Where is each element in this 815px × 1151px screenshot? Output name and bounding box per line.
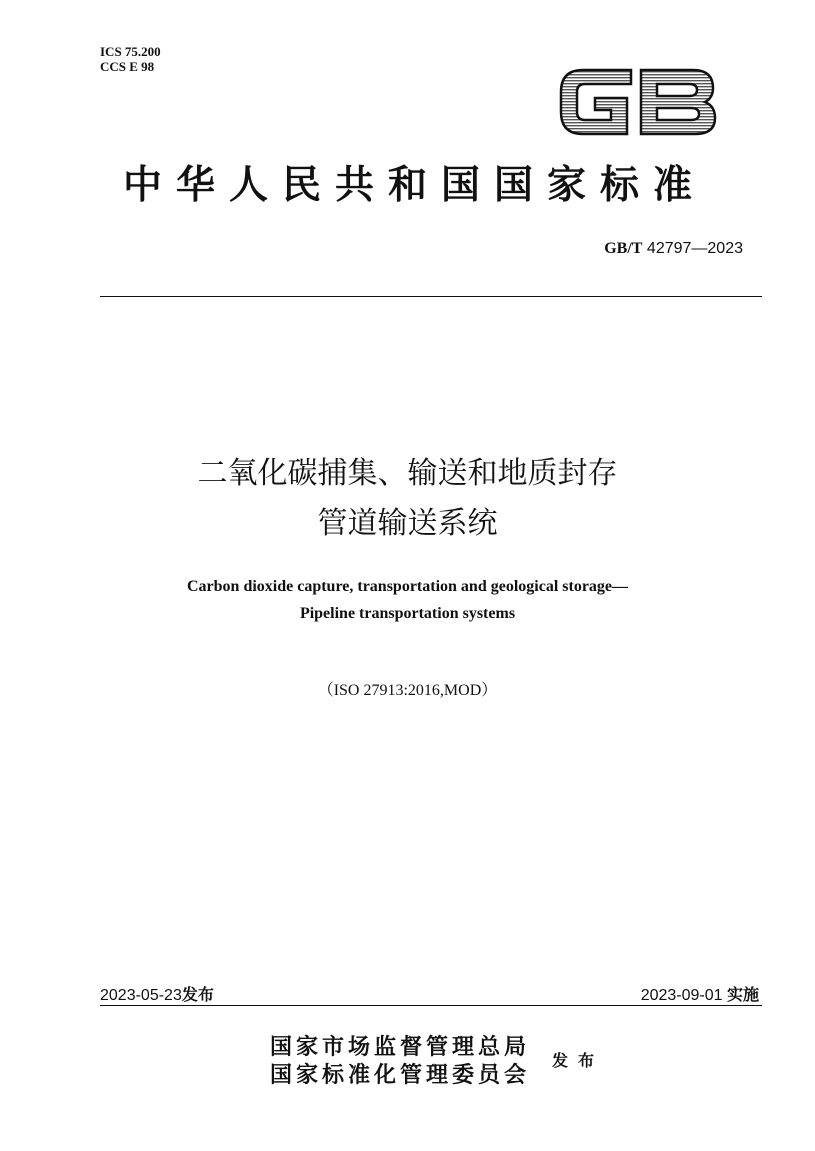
gb-logo [553,56,719,140]
classification-codes [100,44,161,74]
chinese-title-line1: 二氧化碳捕集、输送和地质封存 [197,456,618,491]
bottom-divider [100,1005,762,1006]
ccs-code: CCS E 98 [100,59,155,74]
standard-code: 42797—2023 [642,240,743,257]
national-standard-title: 中华人民共和国国家标准 [122,163,706,208]
issue-label: 发布 [552,1051,605,1070]
implement-date-value: 2023-09-01 [640,987,723,1004]
standard-number [604,240,743,258]
ics-code: ICS 75.200 [100,44,161,59]
publish-label: 发布 [181,985,214,1004]
issuer-samr: 国家市场监督管理总局 [270,1034,531,1060]
english-title-line2: Pipeline transportation systems [299,605,516,622]
standard-prefix: GB/T [604,240,643,257]
iso-reference: （ISO 27913:2016,MOD） [317,682,498,699]
issuer-sac: 国家标准化管理委员会 [270,1062,531,1088]
issuing-authorities [270,1033,530,1089]
publish-date-value: 2023-05-23 [100,987,182,1004]
implement-date [641,982,759,1005]
chinese-title-line2: 管道输送系统 [317,506,498,541]
english-title-line1: Carbon dioxide capture, transportation and geological storage— [186,578,629,595]
publish-date [100,982,214,1005]
implement-label: 实施 [726,985,759,1004]
top-divider [100,296,762,297]
